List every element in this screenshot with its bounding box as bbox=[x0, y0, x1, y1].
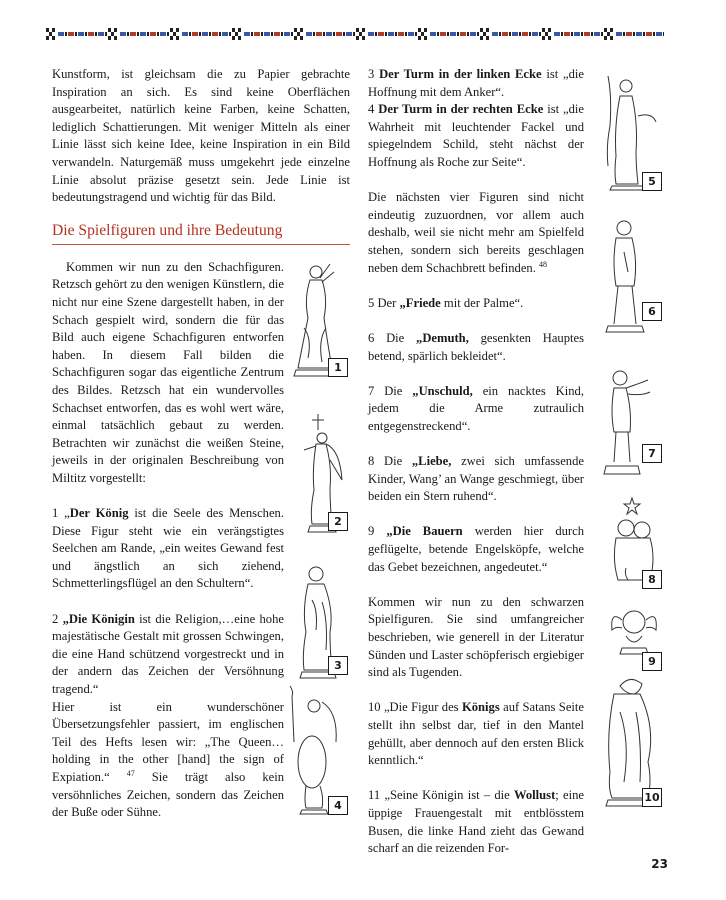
innocence-child-figure bbox=[598, 362, 660, 482]
item-7: 7 Die „Unschuld, ein nacktes Kind, jedem die Arme zutraulich entgegenstreckend“. bbox=[368, 383, 584, 433]
black-pieces-intro: Kommen wir nun zu den schwarzen Spielfiguren. Sie sind umfangreicher beschrieben, wie generell in der Literatur Sünden und Laster schöpferisch ergiebiger sind als Tugenden. bbox=[368, 594, 584, 680]
footnote-47: 47 bbox=[126, 768, 135, 778]
figure-label-8: 8 bbox=[642, 570, 662, 589]
item-8: 8 Die „Liebe, zwei sich umfassende Kinder, Wang’ an Wange geschmiegt, über beiden ein Stern ruhend“. bbox=[368, 454, 584, 504]
item-3: 3 Der Turm in der linken Ecke ist „die Hoffnung mit dem Anker“. bbox=[368, 67, 585, 99]
footnote-48: 48 bbox=[539, 259, 548, 269]
item-4: 4 Der Turm in der rechten Ecke ist „die Wahrheit mit leuchtender Fackel und spiegelndem Schild, steht nächst der Hoffnung als Roche zur Seite“. bbox=[368, 102, 585, 169]
figure-label-10: 10 bbox=[642, 788, 662, 807]
figure-label-7: 7 bbox=[642, 444, 662, 463]
item-2: 2 „Die Königin ist die Religion,…eine hohe majestätische Gestalt mit grossen Schwingen, die eine Hand schützend vorgestreckt und in der andern das Zeichen der Versöhnung tragend.“ bbox=[52, 611, 284, 696]
figure-label-4: 4 bbox=[328, 796, 348, 815]
item-5: 5 Der „Friede mit der Palme“. bbox=[368, 295, 524, 310]
right-column bbox=[368, 66, 584, 858]
item-9: 9 „Die Bauern werden hier durch geflügelte, betende Engelsköpfe, welche das Gebet bezeichnen, angedeutet.“ bbox=[368, 524, 585, 574]
figure-label-9: 9 bbox=[642, 652, 662, 671]
item-11: 11 „Seine Königin ist – die Wollust; eine üppige Frauengestalt mit entblösstem Busen, die linke Hand zieht das Gewand scharf an die reizenden For- bbox=[368, 788, 584, 856]
figure-label-5: 5 bbox=[642, 172, 662, 191]
item-1: 1 „Der König ist die Seele des Menschen. Diese Figur steht wie ein verängstigtes Seelchen am Rande, „ein weites Gewand fest und ängstlich an sich ziehend, Schmetterlingsflügel an den Schultern“. bbox=[52, 506, 284, 591]
decorative-border bbox=[46, 26, 664, 42]
figure-label-6: 6 bbox=[642, 302, 662, 321]
page-number: 23 bbox=[651, 857, 668, 871]
section-heading: Die Spielfiguren und ihre Bedeutung bbox=[52, 221, 350, 245]
figure-label-1: 1 bbox=[328, 358, 348, 377]
section-paragraph: Kommen wir nun zu den Schachfiguren. Retzsch gehört zu den wenigen Künstlern, die nicht nur eine Szene dargestellt haben, in der Schach gespielt wird, sondern die für das Bild auch eigene Schachfiguren entworfen haben. In diesem Fall bilden die Schachfiguren sogar das eigentliche Zentrum des Bildes. Retzsch hat ein wundervolles Schachset entworfen, das es wohl wert wäre, einmal tatsächlich gebaut zu werden. Betrachten wir zunächst die weißen Steine, jeweils in der originalen Beschreibung von Miltitz vorgestellt: bbox=[52, 259, 284, 485]
item-10: 10 „Die Figur des Königs auf Satans Seite stellt ihn selbst dar, tief in den Mantel gehüllt, aber dennoch auf den ersten Blick kenntlich.“ bbox=[368, 700, 584, 768]
unassigned-paragraph: Die nächsten vier Figuren sind nicht eindeutig zuzuordnen, vor allem auch deshalb, weil sie nicht mehr am Spielfeld stehen, sondern sich bereits geschlagen neben dem Schachbrett befinden. $^{48}$ bbox=[368, 190, 584, 275]
translation-note: Hier ist ein wunderschöner Übersetzungsfehler passiert, im englischen Teil des Hefts lesen wir: „The Queen… holding in the other [hand] the sign of Expiation.“ $^{47}$ Sie trägt also kein versöhnliches Zeichen, sondern das Zeichen der Buße oder Sühne. bbox=[52, 699, 284, 820]
figure-label-2: 2 bbox=[328, 512, 348, 531]
figure-label-3: 3 bbox=[328, 656, 348, 675]
intro-paragraph: Kunstform, ist gleichsam die zu Papier gebrachte Inspiration an sich. Es sind keine Oberflächen ausgearbeitet, natürlich keine Farben, keine Schatten, lediglich Schattierungen. Mit weniger Mitteln als einer Linie lässt sich keine Idee, keine Inspiration in ein Bild verwandeln. Naturgemäß muss umgekehrt jede einzelne Linie absolut präzise gesetzt sein. Jede Linie ist bedeutungstragend und wichtig für das Bild. bbox=[52, 67, 350, 205]
item-6: 6 Die „Demuth, gesenkten Hauptes betend, spärlich bekleidet“. bbox=[368, 330, 584, 363]
